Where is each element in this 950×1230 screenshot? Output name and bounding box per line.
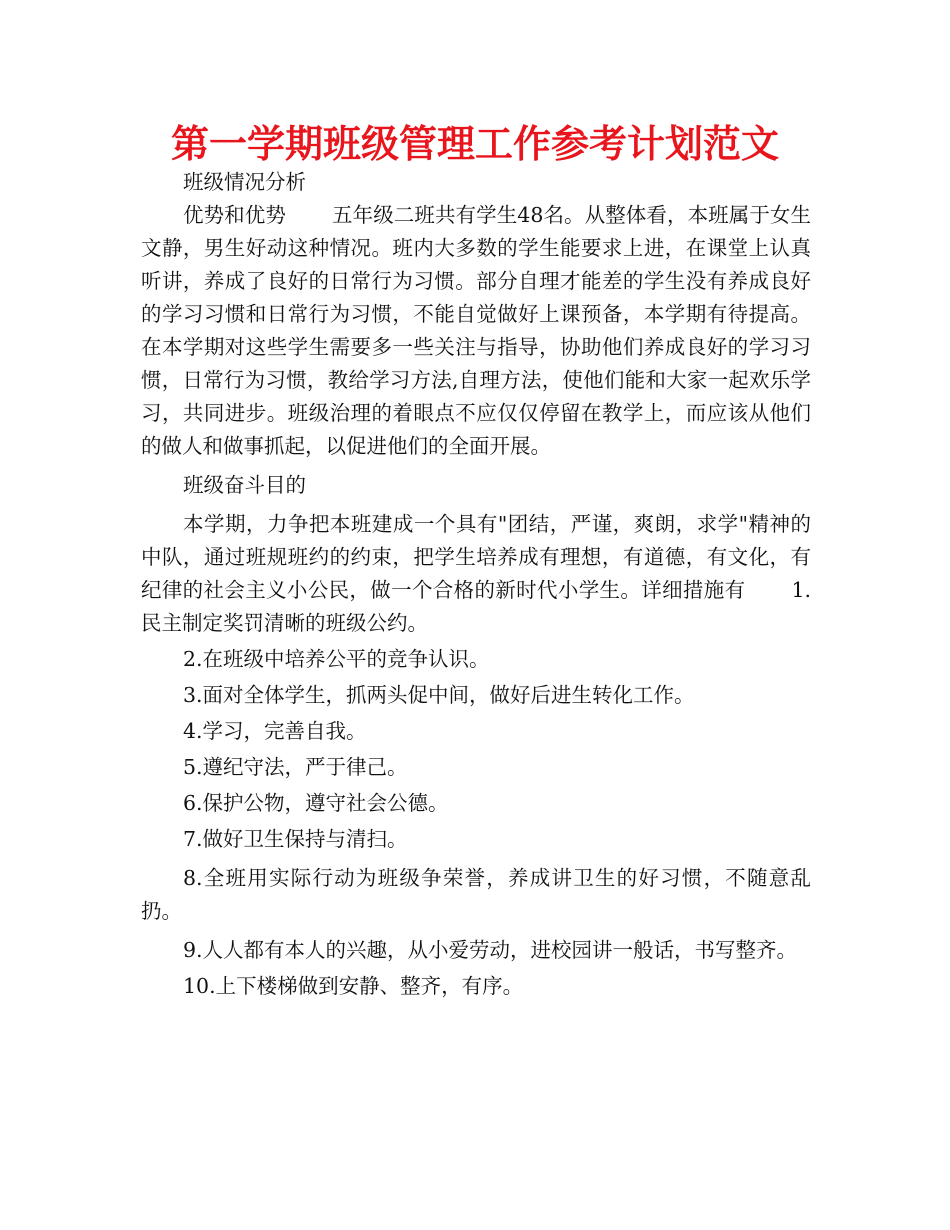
measure-item: 9.人人都有本人的兴趣，从小爱劳动，进校园讲一般话，书写整齐。 bbox=[183, 938, 798, 962]
paragraph-lead: 优势和优势 bbox=[183, 203, 286, 227]
measure-item: 4.学习，完善自我。 bbox=[183, 719, 367, 743]
measure-item: 10.上下楼梯做到安静、整齐，有序。 bbox=[183, 974, 524, 998]
measure-item: 8.全班用实际行动为班级争荣誉，养成讲卫生的好习惯，不随意乱扔。 bbox=[141, 866, 811, 923]
section-heading-class-goal: 班级奋斗目的 bbox=[183, 473, 306, 497]
section-heading-class-analysis: 班级情况分析 bbox=[183, 170, 306, 194]
measure-item: 5.遵纪守法，严于律己。 bbox=[183, 755, 408, 779]
measure-item: 2.在班级中培养公平的竞争认识。 bbox=[183, 647, 490, 671]
measure-item: 6.保护公物，遵守社会公德。 bbox=[183, 791, 449, 815]
measure-item: 1.民主制定奖罚清晰的班级公约。 bbox=[141, 578, 811, 635]
paragraph-class-goal bbox=[141, 508, 811, 640]
paragraph-text: 本学期，力争把本班建成一个具有"团结，严谨，爽朗，求学"精神的中队，通过班规班约的约束，把学生培养成有理想，有道德，有文化，有纪律的社会主义小公民，做一个合格的新时代小学生。详细措施有 bbox=[141, 512, 811, 602]
paragraph-class-analysis bbox=[141, 199, 811, 463]
document-body bbox=[141, 166, 811, 1003]
paragraph-text: 五年级二班共有学生48名。从整体看，本班属于女生文静，男生好动这种情况。班内大多数的学生能要求上进，在课堂上认真听讲，养成了良好的日常行为习惯。部分自理才能差的学生没有养成良好的学习习惯和日常行为习惯，不能自觉做好上课预备，本学期有待提高。在本学期对这些学生需要多一些关注与指导，协助他们养成良好的学习习惯，日常行为习惯，教给学习方法,自理方法，使他们能和大家一起欢乐学习，共同进步。班级治理的着眼点不应仅仅停留在教学上，而应该从他们的做人和做事抓起，以促进他们的全面开展。 bbox=[141, 203, 811, 458]
measure-item: 7.做好卫生保持与清扫。 bbox=[183, 827, 408, 851]
measure-item: 3.面对全体学生，抓两头促中间，做好后进生转化工作。 bbox=[183, 683, 695, 707]
document-title: 第一学期班级管理工作参考计划范文 bbox=[170, 122, 779, 166]
